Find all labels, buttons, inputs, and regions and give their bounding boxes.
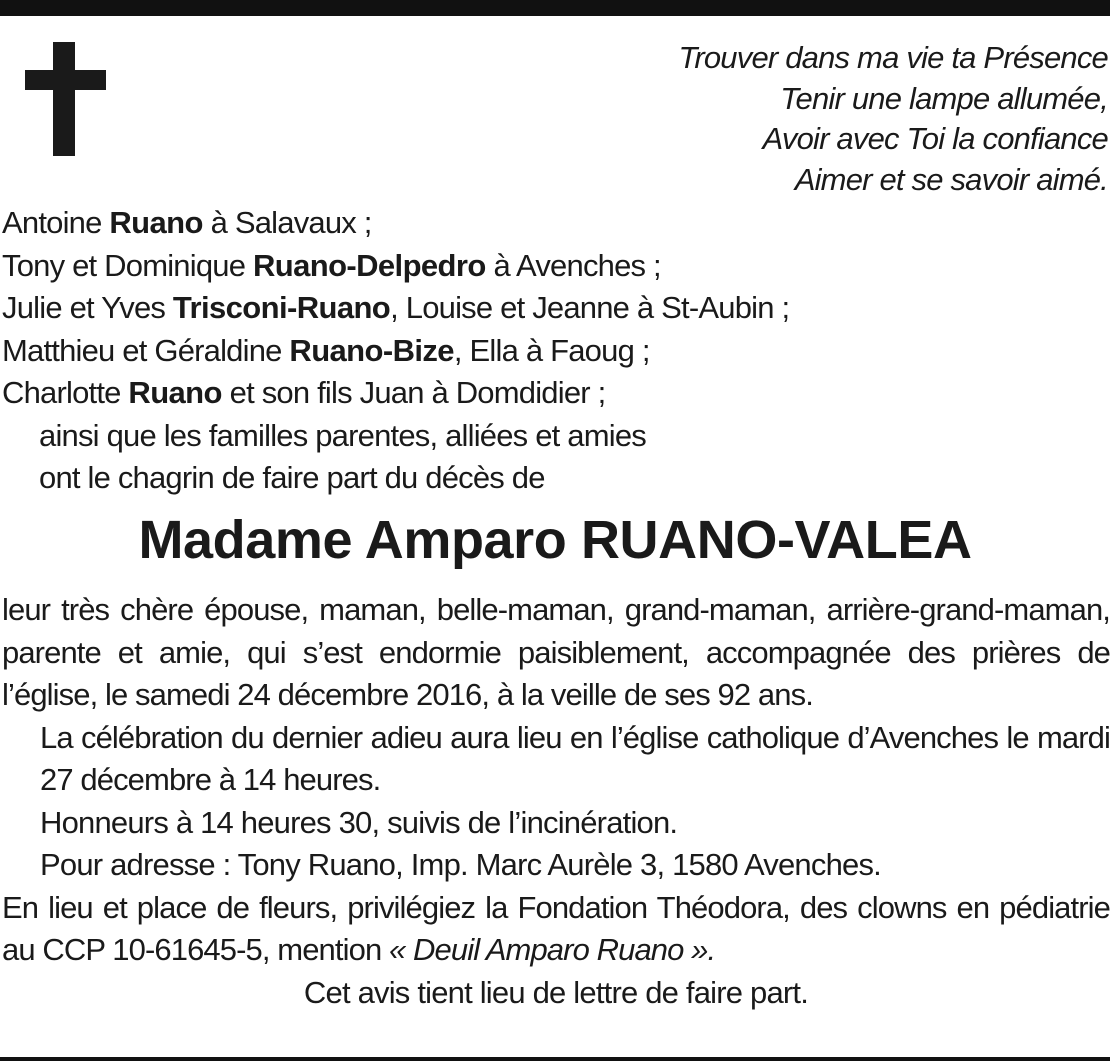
family-member-line: Antoine Ruano à Salavaux ;	[2, 205, 372, 240]
family-member-line: Matthieu et Géraldine Ruano-Bize, Ella à Faoug ;	[2, 332, 650, 368]
family-surname: Ruano	[109, 205, 203, 240]
description-paragraph: leur très chère épouse, maman, belle-maman, grand-maman, arrière-grand-maman, parente et amie, qui s’est endormie paisiblement, accompagnée des prières de l’église, le samedi 24 décembre 2016, à la veille de ses 92 ans.	[2, 592, 1110, 712]
address-line: Pour adresse : Tony Ruano, Imp. Marc Aurèle 3, 1580 Avenches.	[40, 847, 881, 882]
honneurs-line: Honneurs à 14 heures 30, suivis de l’incinération.	[40, 804, 678, 840]
family-surname: Trisconi-Ruano	[172, 290, 391, 325]
announce-line: ont le chagrin de faire part du décès de	[39, 460, 545, 495]
family-member-line: Julie et Yves Trisconi-Ruano, Louise et Jeanne à St-Aubin ;	[2, 290, 790, 325]
family-member-line: Tony et Dominique Ruano-Delpedro à Avenches ;	[2, 247, 661, 283]
donation-quote: « Deuil Amparo Ruano ».	[389, 932, 716, 967]
deceased-name: Madame Amparo RUANO-VALEA	[138, 510, 972, 570]
family-list	[2, 202, 1102, 500]
bottom-border	[0, 1057, 1110, 1061]
announce-line: ainsi que les familles parentes, alliées et amies	[39, 417, 646, 453]
cross-icon	[25, 42, 106, 156]
top-border	[0, 0, 1110, 16]
poem-line: Aimer et se savoir aimé.	[794, 161, 1108, 197]
notice-body	[2, 589, 1110, 1014]
poem-line: Tenir une lampe allumée,	[780, 80, 1108, 116]
poem-line: Trouver dans ma vie ta Présence	[678, 40, 1108, 75]
family-surname: Ruano-Delpedro	[252, 247, 486, 283]
closing-line: Cet avis tient lieu de lettre de faire part.	[303, 974, 809, 1010]
family-surname: Ruano-Bize	[289, 332, 454, 368]
donation-paragraph: En lieu et place de fleurs, privilégiez la Fondation Théodora, des clowns en pédiatrie au CCP 10-61645-5, mention « Deuil Amparo Ruano ».	[2, 889, 1110, 967]
poem-verse	[408, 38, 1108, 200]
ceremony-paragraph: La célébration du dernier adieu aura lieu en l’église catholique d’Avenches le mardi 27 décembre à 14 heures.	[40, 719, 1110, 797]
family-member-line: Charlotte Ruano et son fils Juan à Domdidier ;	[2, 375, 606, 410]
family-surname: Ruano	[128, 375, 222, 410]
poem-line: Avoir avec Toi la confiance	[762, 121, 1108, 156]
